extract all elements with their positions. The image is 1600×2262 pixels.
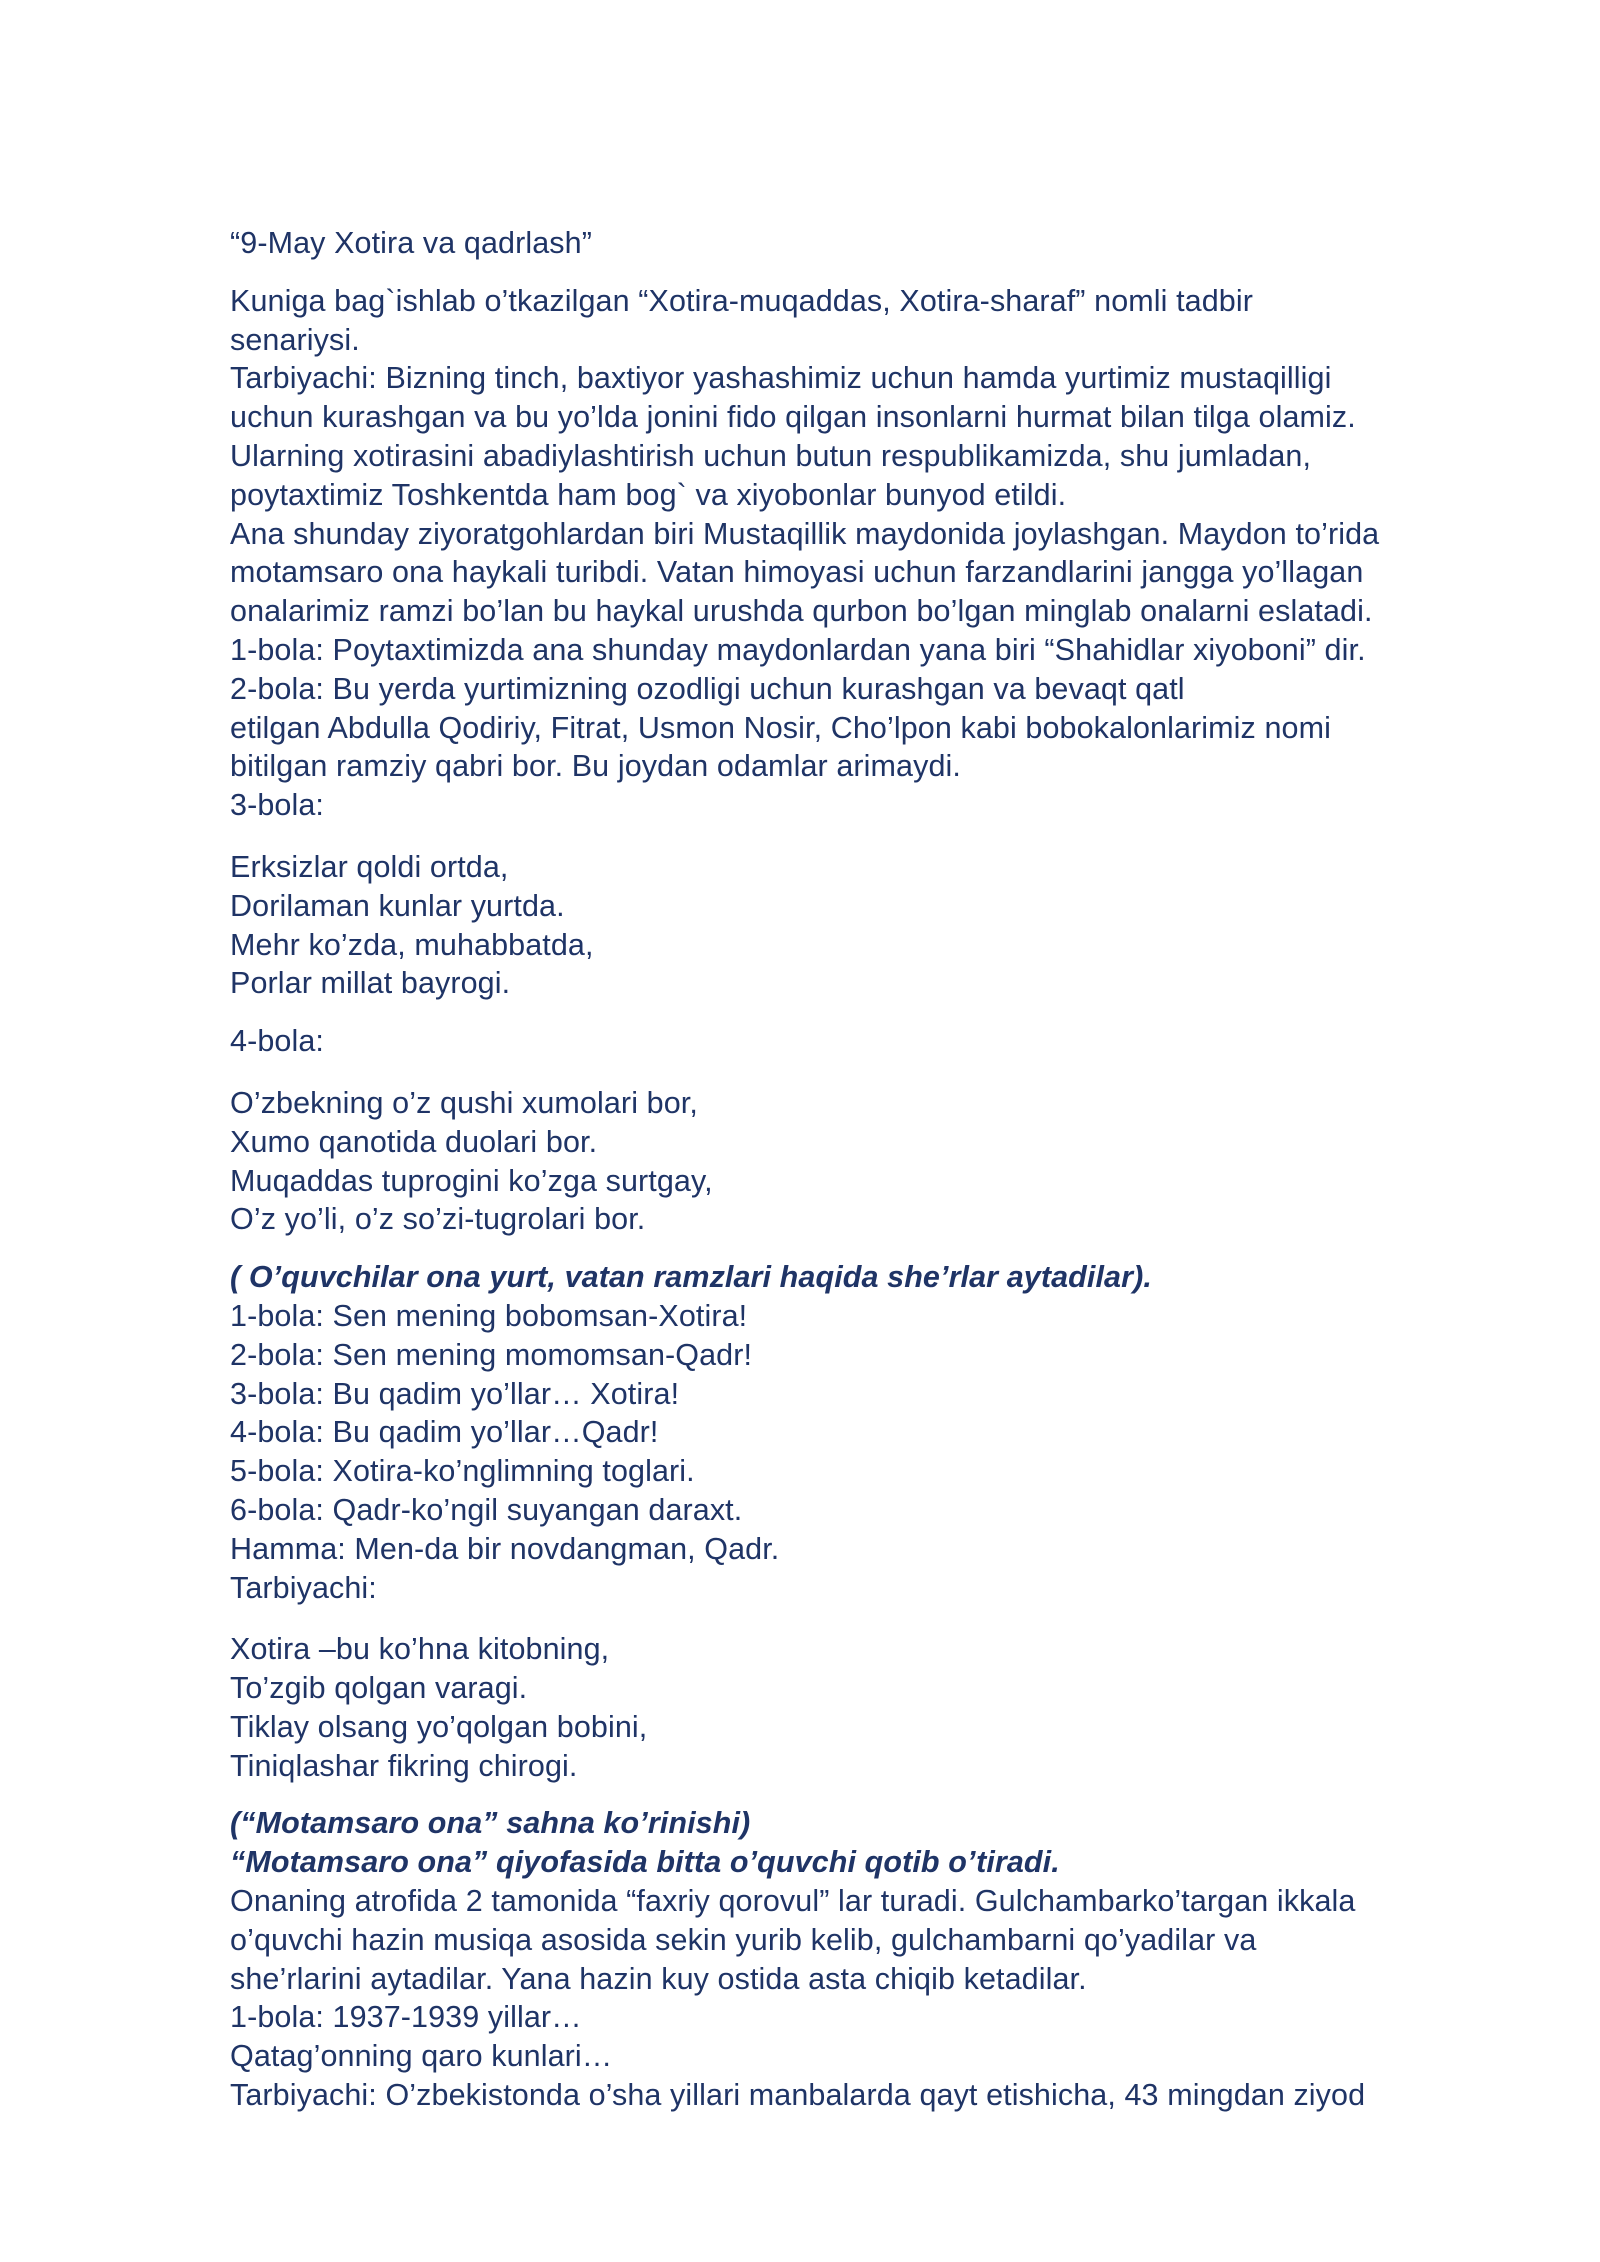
speaker-label: 4-bola: bbox=[230, 1024, 324, 1059]
text-line: onalarimiz ramzi bo’lan bu haykal urushda qurbon bo’lgan minglab onalarni eslatadi. bbox=[230, 594, 1373, 629]
dialogue-line: 2-bola: Sen mening momomsan-Qadr! bbox=[230, 1337, 753, 1372]
poem-line: Xumo qanotida duolari bor. bbox=[230, 1124, 598, 1159]
poem-line: Erksizlar qoldi ortda, bbox=[230, 849, 509, 884]
poem-2 bbox=[230, 1084, 1530, 1239]
text-line: 1-bola: Poytaxtimizda ana shunday maydonlardan yana biri “Shahidlar xiyoboni” dir. bbox=[230, 632, 1366, 667]
poem-line: Tiklay olsang yo’qolgan bobini, bbox=[230, 1709, 648, 1744]
dialogue-section bbox=[230, 1297, 1530, 1607]
stage-direction: ( O’quvchilar ona yurt, vatan ramzlari haqida she’rlar aytadilar). bbox=[230, 1260, 1152, 1295]
text-line: Ana shunday ziyoratgohlardan biri Mustaqillik maydonida joylashgan. Maydon to’rida bbox=[230, 516, 1380, 551]
text-line: uchun kurashgan va bu yo’lda jonini fido qilgan insonlarni hurmat bilan tilga olamiz. bbox=[230, 400, 1356, 435]
text-line: Ularning xotirasini abadiylashtirish uchun butun respublikamizda, shu jumladan, bbox=[230, 438, 1312, 473]
document-title: “9-May Xotira va qadrlash” bbox=[230, 226, 592, 260]
dialogue-line: 1-bola: Sen mening bobomsan-Xotira! bbox=[230, 1298, 748, 1333]
poem-line: O’z yo’li, o’z so’zi-tugrolari bor. bbox=[230, 1202, 646, 1237]
text-line: bitilgan ramziy qabri bor. Bu joydan odamlar arimaydi. bbox=[230, 749, 961, 784]
text-line: etilgan Abdulla Qodiriy, Fitrat, Usmon Nosir, Cho’lpon kabi bobokalonlarimiz nomi bbox=[230, 710, 1331, 745]
dialogue-line: Qatag’onning qaro kunlari… bbox=[230, 2039, 613, 2074]
text-line: 2-bola: Bu yerda yurtimizning ozodligi uchun kurashgan va bevaqt qatl bbox=[230, 671, 1185, 706]
dialogue-line: 6-bola: Qadr-ko’ngil suyangan daraxt. bbox=[230, 1492, 743, 1527]
dialogue-line: 1-bola: 1937-1939 yillar… bbox=[230, 2000, 582, 2035]
poem-3 bbox=[230, 1630, 1530, 1785]
speaker-label: Tarbiyachi: bbox=[230, 1570, 377, 1605]
dialogue-line: 4-bola: Bu qadim yo’llar…Qadr! bbox=[230, 1415, 659, 1450]
text-line: o’quvchi hazin musiqa asosida sekin yurib kelib, gulchambarni qo’yadilar va bbox=[230, 1922, 1257, 1957]
poem-line: Dorilaman kunlar yurtda. bbox=[230, 888, 565, 923]
poem-line: Muqaddas tuprogini ko’zga surtgay, bbox=[230, 1163, 713, 1198]
poem-line: Tiniqlashar fikring chirogi. bbox=[230, 1748, 578, 1783]
closing-section bbox=[230, 1882, 1530, 2115]
poem-line: Mehr ko’zda, muhabbatda, bbox=[230, 927, 594, 962]
text-line: Onaning atrofida 2 tamonida “faxriy qorovul” lar turadi. Gulchambarko’targan ikkala bbox=[230, 1884, 1356, 1919]
text-line: Tarbiyachi: O’zbekistonda o’sha yillari manbalarda qayt etishicha, 43 mingdan ziyod bbox=[230, 2078, 1366, 2113]
poem-line: O’zbekning o’z qushi xumolari bor, bbox=[230, 1085, 698, 1120]
text-line: poytaxtimiz Toshkentda ham bog` va xiyobonlar bunyod etildi. bbox=[230, 477, 1067, 512]
intro-section bbox=[230, 282, 1530, 825]
dialogue-line: 5-bola: Xotira-ko’nglimning toglari. bbox=[230, 1454, 695, 1489]
text-line: she’rlarini aytadilar. Yana hazin kuy ostida asta chiqib ketadilar. bbox=[230, 1961, 1087, 1996]
poem-1 bbox=[230, 848, 1530, 1003]
poem-line: Xotira –bu ko’hna kitobning, bbox=[230, 1632, 610, 1667]
speaker-label: 3-bola: bbox=[230, 788, 324, 823]
stage-direction: “Motamsaro ona” qiyofasida bitta o’quvchi qotib o’tiradi. bbox=[230, 1845, 1060, 1880]
scene-heading: (“Motamsaro ona” sahna ko’rinishi) bbox=[230, 1806, 751, 1841]
dialogue-line: 3-bola: Bu qadim yo’llar… Xotira! bbox=[230, 1376, 680, 1411]
text-line: Tarbiyachi: Bizning tinch, baxtiyor yashashimiz uchun hamda yurtimiz mustaqilligi bbox=[230, 361, 1332, 396]
text-line: Kuniga bag`ishlab o’tkazilgan “Xotira-muqaddas, Xotira-sharaf” nomli tadbir bbox=[230, 283, 1253, 318]
poem-line: To’zgib qolgan varagi. bbox=[230, 1671, 528, 1706]
text-line: motamsaro ona haykali turibdi. Vatan himoyasi uchun farzandlarini jangga yo’llagan bbox=[230, 555, 1364, 590]
dialogue-line: Hamma: Men-da bir novdangman, Qadr. bbox=[230, 1531, 780, 1566]
document-body bbox=[230, 224, 1530, 2115]
poem-line: Porlar millat bayrogi. bbox=[230, 966, 511, 1001]
text-line: senariysi. bbox=[230, 322, 360, 357]
